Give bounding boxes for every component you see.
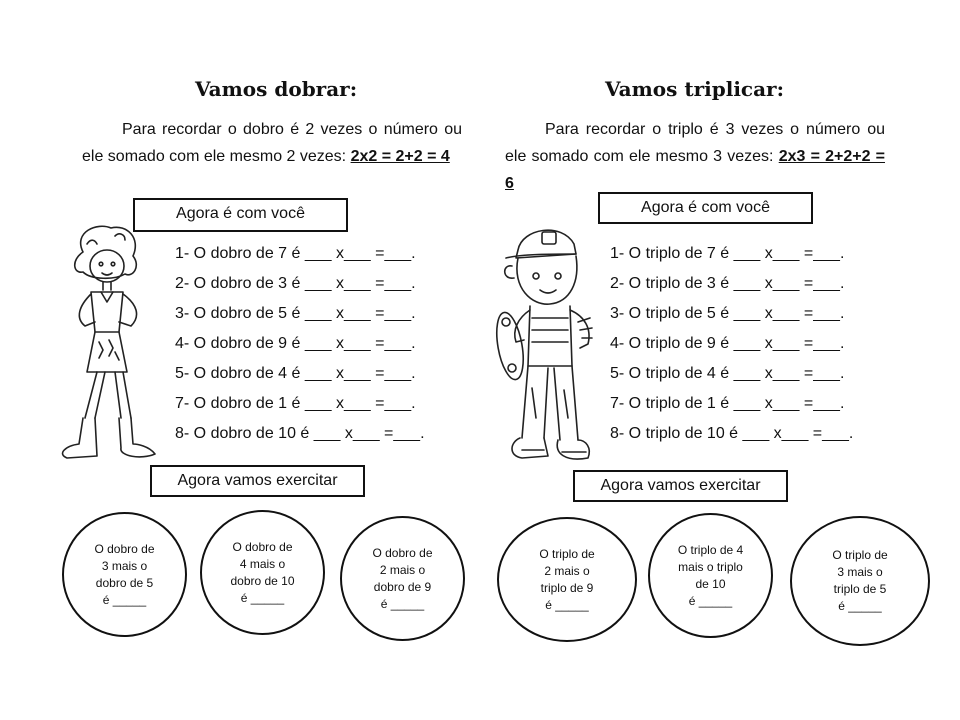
left-box-exercitar: Agora vamos exercitar xyxy=(150,465,365,497)
left-exercise-4: 4- O dobro de 9 é ___ x___ =___. xyxy=(175,335,416,352)
left-exercise-5: 5- O dobro de 4 é ___ x___ =___. xyxy=(175,365,416,382)
left-formula: 2x2 = 2+2 = 4 xyxy=(350,148,450,165)
left-exercise-2: 2- O dobro de 3 é ___ x___ =___. xyxy=(175,275,416,292)
left-circle-2-text: O dobro de 4 mais o dobro de 10 é _____ xyxy=(230,539,295,605)
right-exercise-2: 2- O triplo de 3 é ___ x___ =___. xyxy=(610,275,845,292)
left-intro xyxy=(82,116,462,170)
left-title: Vamos dobrar: xyxy=(195,77,358,101)
left-exercise-8: 8- O dobro de 10 é ___ x___ =___. xyxy=(175,425,425,442)
right-circle-2 xyxy=(648,513,773,638)
right-box-agora: Agora é com você xyxy=(598,192,813,224)
right-exercise-list xyxy=(610,243,853,445)
right-intro-text: Para recordar o triplo é 3 vezes o número ou ele somado com ele mesmo 3 vezes: xyxy=(505,121,885,165)
right-exercise-4: 4- O triplo de 9 é ___ x___ =___. xyxy=(610,335,845,352)
right-formula: 2x3 = 2+2+2 = 6 xyxy=(505,148,885,192)
right-circle-2-text: O triplo de 4 mais o triplo de 10 é _____ xyxy=(677,542,744,608)
boy-skateboard-figure-illustration xyxy=(492,218,617,470)
right-exercise-1: 1- O triplo de 7 é ___ x___ =___. xyxy=(610,245,845,262)
right-circle-3-text: O triplo de 3 mais o triplo de 5 é _____ xyxy=(832,548,888,613)
right-box-exercitar: Agora vamos exercitar xyxy=(573,470,788,502)
right-circle-1-text: O triplo de 2 mais o triplo de 9 é _____ xyxy=(539,546,595,612)
left-exercise-1: 1- O dobro de 7 é ___ x___ =___. xyxy=(175,245,416,262)
right-title: Vamos triplicar: xyxy=(605,77,784,101)
girl-figure-illustration xyxy=(45,222,165,464)
left-exercise-7: 7- O dobro de 1 é ___ x___ =___. xyxy=(175,395,416,412)
left-circle-3-text: O dobro de 2 mais o dobro de 9 é _____ xyxy=(372,545,433,611)
left-box-agora: Agora é com você xyxy=(133,198,348,232)
right-circle-1 xyxy=(497,517,637,642)
left-circle-3 xyxy=(340,516,465,641)
left-circle-2 xyxy=(200,510,325,635)
right-exercise-5: 5- O triplo de 4 é ___ x___ =___. xyxy=(610,365,845,382)
left-circle-1 xyxy=(62,512,187,637)
left-exercise-list xyxy=(175,243,425,445)
right-exercise-8: 8- O triplo de 10 é ___ x___ =___. xyxy=(610,425,854,442)
left-exercise-3: 3- O dobro de 5 é ___ x___ =___. xyxy=(175,305,416,322)
right-exercise-3: 3- O triplo de 5 é ___ x___ =___. xyxy=(610,305,845,322)
right-intro xyxy=(505,116,885,197)
left-circle-1-text: O dobro de 3 mais o dobro de 5 é _____ xyxy=(94,541,155,607)
right-circle-3 xyxy=(790,516,930,646)
right-exercise-7: 7- O triplo de 1 é ___ x___ =___. xyxy=(610,395,845,412)
left-intro-text: Para recordar o dobro é 2 vezes o número ou ele somado com ele mesmo 2 vezes: xyxy=(82,121,462,165)
